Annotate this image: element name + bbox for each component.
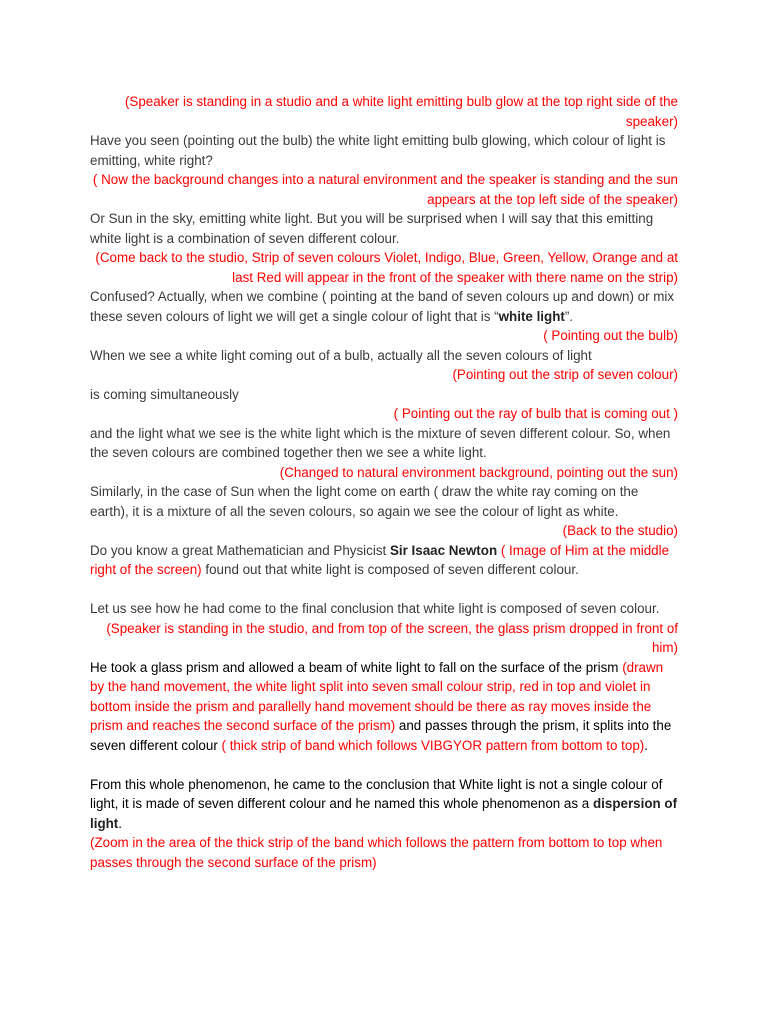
- narration-text: .: [644, 737, 648, 753]
- stage-direction: (Back to the studio): [562, 523, 678, 538]
- stage-direction: (Speaker is standing in a studio and a white light emitting bulb glow at the top right side of the speaker): [124, 94, 678, 129]
- stage-direction: (Pointing out the strip of seven colour): [452, 367, 678, 382]
- narration-text: and passes through the prism, it splits into the seven different colour: [90, 718, 672, 753]
- stage-direction: ( Pointing out the ray of bulb that is coming out ): [393, 406, 678, 421]
- newton-name: Sir Isaac Newton: [389, 542, 498, 558]
- narration-text: He took a glass prism and allowed a beam of white light to fall on the surface of the prism: [90, 659, 623, 675]
- stage-direction: (Come back to the studio, Strip of seven colours Violet, Indigo, Blue, Green, Yellow, Orange and at last Red will appear in the front of the speaker with there name on the strip): [95, 250, 678, 285]
- inline-direction: ( Image of Him at the middle right of the screen): [90, 542, 670, 577]
- narration: Have you seen (pointing out the bulb) the white light emitting bulb glowing, which colour of light is emitting, white right?: [90, 133, 666, 168]
- narration: [90, 775, 678, 834]
- stage-direction: (Zoom in the area of the thick strip of the band which follows the pattern from bottom to top when passes through the second surface of the prism): [90, 835, 663, 870]
- narration-text: .: [118, 815, 122, 831]
- narration: and the light what we see is the white light which is the mixture of seven different colour. So, when the seven colours are combined together then we see a white light.: [90, 425, 671, 460]
- stage-direction: ( Pointing out the bulb): [543, 328, 678, 343]
- narration-text: found out that white light is composed of seven different colour.: [201, 562, 579, 577]
- narration: [90, 541, 678, 580]
- narration-text: From this whole phenomenon, he came to the conclusion that White light is not a single colour of light, it is made of seven different colour and he named this whole phenomenon as a: [90, 776, 663, 811]
- narration: [90, 287, 678, 326]
- dispersion-term: dispersion of light: [90, 796, 678, 831]
- stage-direction: (Speaker is standing in the studio, and from top of the screen, the glass prism dropped in front of him): [106, 620, 678, 655]
- paragraph-gap: [90, 755, 678, 775]
- narration: Let us see how he had come to the final conclusion that white light is composed of seven colour.: [90, 601, 660, 616]
- inline-direction: ( thick strip of band which follows VIBGYOR pattern from bottom to top): [221, 737, 645, 753]
- narration-text: Do you know a great Mathematician and Physicist: [90, 542, 390, 558]
- narration-text: ”.: [564, 308, 574, 324]
- inline-direction: (drawn by the hand movement, the white light split into seven small colour strip, red in top and violet in bottom inside the prism and parallelly hand movement should be there as ray moves inside the prism and reaches the second surface of the prism): [90, 659, 664, 733]
- narration: When we see a white light coming out of a bulb, actually all the seven colours of light: [90, 347, 592, 363]
- script-document: [90, 92, 678, 872]
- narration: [90, 658, 678, 756]
- narration: is coming simultaneously: [90, 386, 239, 402]
- narration: Or Sun in the sky, emitting white light. But you will be surprised when I will say that this emitting white light is a combination of seven different colour.: [90, 211, 654, 246]
- paragraph-gap: [90, 580, 678, 600]
- stage-direction: ( Now the background changes into a natural environment and the speaker is standing and the sun appears at the top left side of the speaker): [92, 172, 678, 207]
- narration: Similarly, in the case of Sun when the light come on earth ( draw the white ray coming on the earth), it is a mixture of all the seven colours, so again we see the colour of light as white.: [90, 484, 639, 519]
- stage-direction: (Changed to natural environment background, pointing out the sun): [279, 464, 678, 480]
- narration-text: Confused? Actually, when we combine ( pointing at the band of seven colours up and down) or mix these seven colours of light we will get a single colour of light that is “: [90, 289, 675, 324]
- white-light-term: white light: [498, 308, 565, 324]
